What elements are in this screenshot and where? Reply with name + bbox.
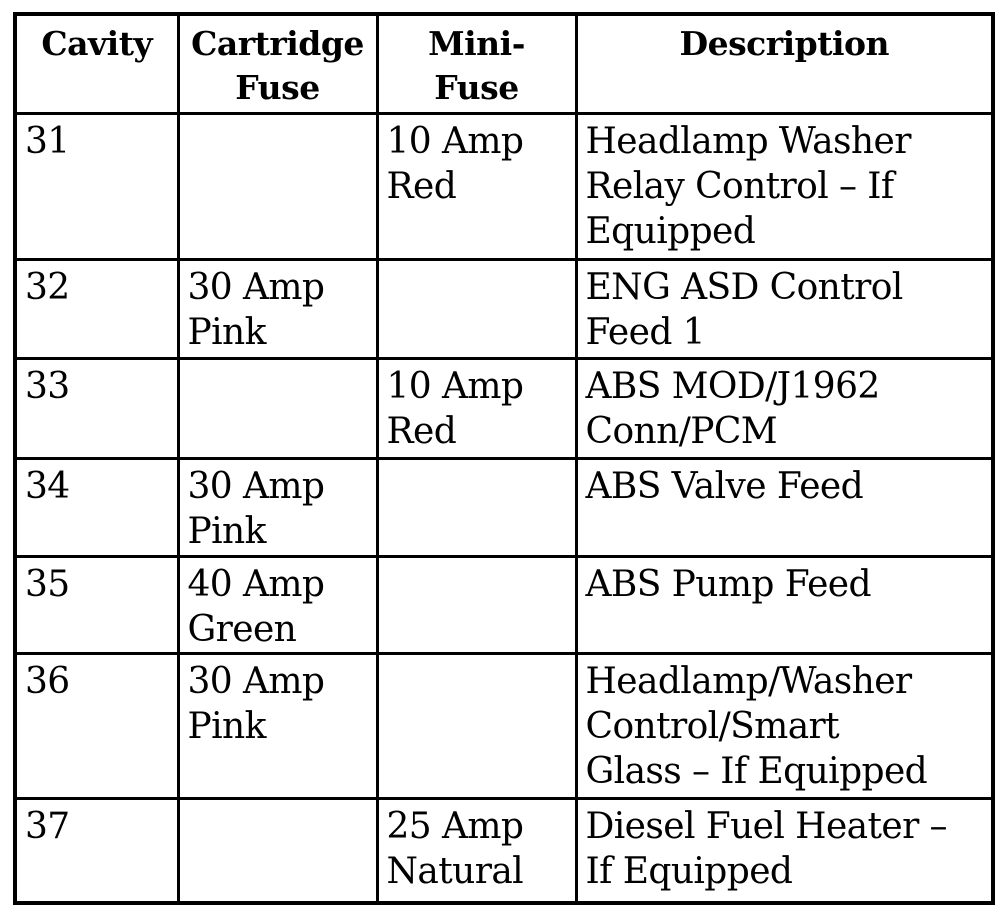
cell-description: Headlamp/Washer Control/Smart Glass – If Equipped <box>576 654 993 799</box>
cell-cartridge-fuse <box>178 799 377 903</box>
cell-cavity: 31 <box>15 114 178 260</box>
cell-description: ABS Valve Feed <box>576 459 993 557</box>
cell-cartridge-fuse: 40 Amp Green <box>178 557 377 654</box>
header-row <box>15 14 993 114</box>
table-body <box>15 114 993 903</box>
cell-mini-fuse: 10 Amp Red <box>377 359 576 459</box>
table-row <box>15 114 993 260</box>
table-row <box>15 654 993 799</box>
cell-cavity: 33 <box>15 359 178 459</box>
cell-mini-fuse: 25 Amp Natural <box>377 799 576 903</box>
table-row <box>15 359 993 459</box>
cell-mini-fuse <box>377 459 576 557</box>
table-row <box>15 459 993 557</box>
fuse-table <box>13 12 995 905</box>
cell-cartridge-fuse <box>178 114 377 260</box>
header-description: Description <box>576 14 993 114</box>
cell-mini-fuse <box>377 557 576 654</box>
cell-cavity: 32 <box>15 260 178 359</box>
cell-description: Diesel Fuel Heater – If Equipped <box>576 799 993 903</box>
cell-description: ABS Pump Feed <box>576 557 993 654</box>
cell-mini-fuse: 10 Amp Red <box>377 114 576 260</box>
cell-cavity: 37 <box>15 799 178 903</box>
table-header <box>15 14 993 114</box>
header-cartridge-fuse: Cartridge Fuse <box>178 14 377 114</box>
cell-description: Headlamp Washer Relay Control – If Equipped <box>576 114 993 260</box>
header-mini-fuse: Mini- Fuse <box>377 14 576 114</box>
header-cavity: Cavity <box>15 14 178 114</box>
table-row <box>15 799 993 903</box>
cell-cartridge-fuse <box>178 359 377 459</box>
table-row <box>15 260 993 359</box>
cell-cartridge-fuse: 30 Amp Pink <box>178 459 377 557</box>
cell-cavity: 35 <box>15 557 178 654</box>
table-row <box>15 557 993 654</box>
cell-mini-fuse <box>377 654 576 799</box>
cell-mini-fuse <box>377 260 576 359</box>
cell-description: ENG ASD Control Feed 1 <box>576 260 993 359</box>
cell-cartridge-fuse: 30 Amp Pink <box>178 654 377 799</box>
cell-cartridge-fuse: 30 Amp Pink <box>178 260 377 359</box>
cell-cavity: 36 <box>15 654 178 799</box>
cell-cavity: 34 <box>15 459 178 557</box>
cell-description: ABS MOD/J1962 Conn/PCM <box>576 359 993 459</box>
